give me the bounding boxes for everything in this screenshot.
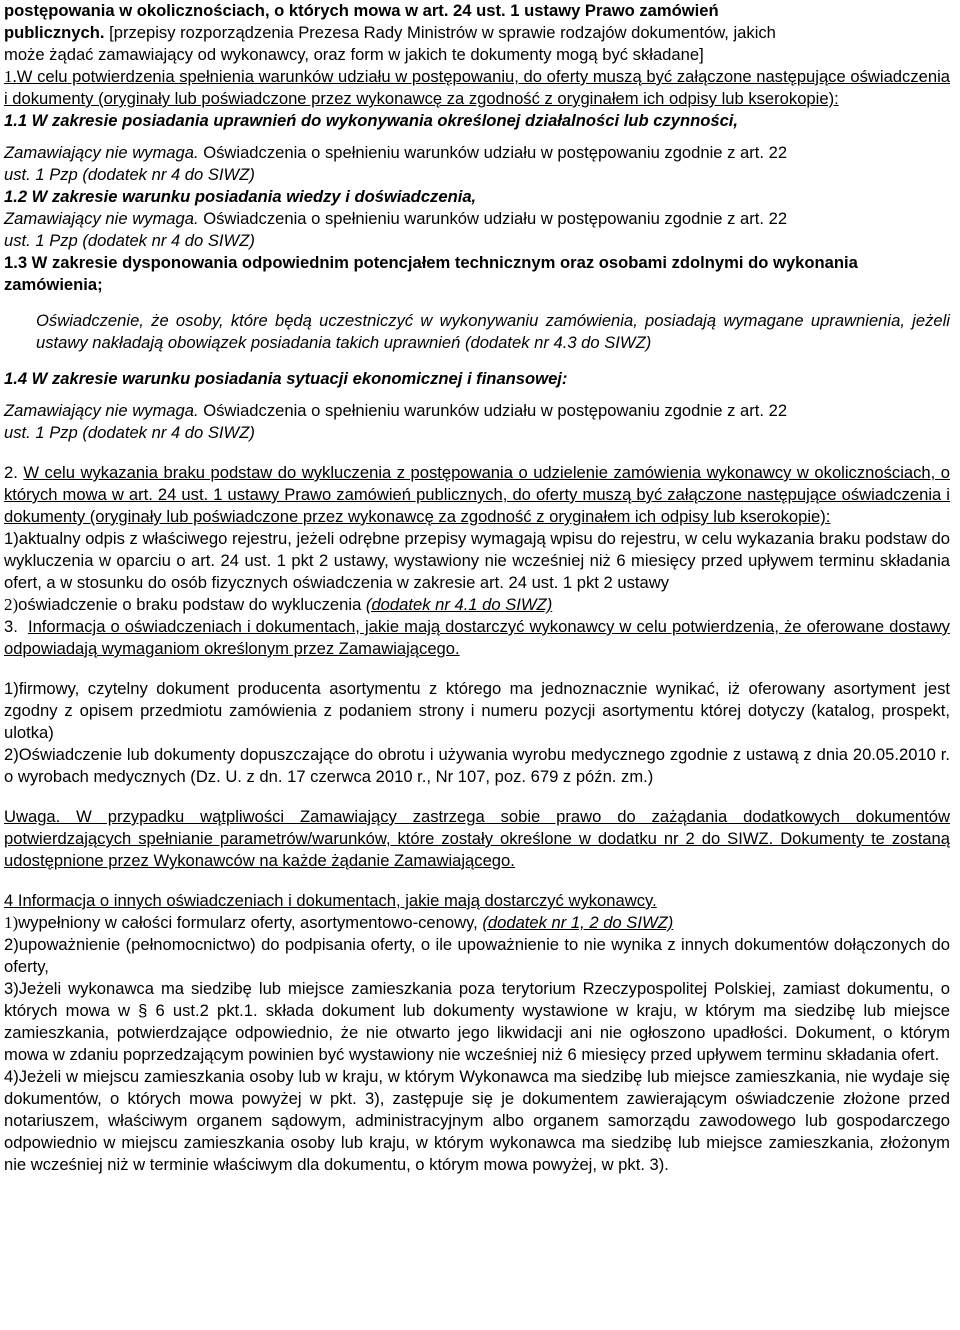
section-4-item-4: 4)Jeżeli w miejscu zamieszkania osoby lub w kraju, w którym Wykonawca ma siedzibę lub miejsce zamieszkania, nie wydaje się dokumentów, o których mowa powyżej w pkt. 3), zastępuje się je dokumentem zawierającym oświadczenie złożone przed notariuszem, właściwym organem sądowym, administracyjnym albo organem samorządu zawodowego lub gospodarczego odpowiednio w miejscu zamieszkania osoby lub kraju, w którym wykonawca ma siedzibę lub miejsce zamieszkania, złożonym nie wcześniej niż w terminie właściwym dla dokumentu, o którym mowa powyżej, w pkt. 3).: [4, 1067, 950, 1174]
statement-text: Oświadczenia o spełnieniu warunków udziału w postępowaniu zgodnie z art. 22: [198, 209, 788, 228]
section-1-4-title: 1.4 W zakresie warunku posiadania sytuacji ekonomicznej i finansowej:: [4, 369, 568, 388]
not-required-note: Zamawiający nie wymaga.: [4, 143, 199, 162]
regulation-reference-end: może żądać zamawiający od wykonawcy, oraz form w jakich te dokumenty mogą być składane]: [4, 45, 704, 64]
section-3-item-2: 2)Oświadczenie lub dokumenty dopuszczające do obrotu i używania wyrobu medycznego zgodnie z ustawą z dnia 20.05.2010 r. o wyrobach medycznych (Dz. U. z dn. 17 czerwca 2010 r., Nr 107, poz. 679 z późn. zm.): [4, 745, 950, 786]
item-number: 2): [4, 595, 19, 614]
section-1-4-body: [4, 400, 950, 444]
section-4-number: 4: [4, 891, 14, 910]
section-3-intro: [4, 616, 950, 660]
section-3-item-1: 1)firmowy, czytelny dokument producenta asortymentu z którego ma jednoznacznie wynikać, iż oferowany asortyment jest zgodny z opisem przedmiotu zamówienia z podaniem strony i numeru pozycji asortymentu której dotyczy (katalog, prospekt, ulotka): [4, 679, 950, 742]
not-required-note: Zamawiający nie wymaga.: [4, 209, 199, 228]
section-4-text: Informacja o innych oświadczeniach i dokumentach, jakie mają dostarczyć wykonawcy.: [13, 891, 657, 910]
regulation-reference: [przepisy rozporządzenia Prezesa Rady Ministrów w sprawie rodzajów dokumentów, jakich: [104, 23, 776, 42]
section-1-2-title: 1.2 W zakresie warunku posiadania wiedzy i doświadczenia,: [4, 187, 477, 206]
section-4-item-1: [4, 912, 950, 934]
section-2-intro: [4, 462, 950, 528]
section-2-item-1: 1)aktualny odpis z właściwego rejestru, jeżeli odrębne przepisy wymagają wpisu do rejestru, w celu wykazania braku podstaw do wykluczenia w oparciu o art. 24 ust. 1 pkt 2 ustawy, wystawiony nie wcześniej niż 6 miesięcy przed upływem terminu składania ofert, a w stosunku do osób fizycznych oświadczenia w zakresie art. 24 ust. 1 pkt 2 ustawy: [4, 529, 950, 592]
statement-reference: ust. 1 Pzp (dodatek nr 4 do SIWZ): [4, 423, 255, 442]
section-3-number: 3.: [4, 617, 18, 636]
section-4-item-2: 2)upoważnienie (pełnomocnictwo) do podpisania oferty, o ile upoważnienie to nie wynika z innych dokumentów dołączonych do oferty,: [4, 935, 950, 976]
section-1-2-body: [4, 208, 950, 252]
statement-text: Oświadczenia o spełnieniu warunków udziału w postępowaniu zgodnie z art. 22: [198, 401, 788, 420]
statement-text: Oświadczenia o spełnieniu warunków udziału w postępowaniu zgodnie z art. 22: [198, 143, 788, 162]
item-number: 1): [4, 913, 19, 932]
item-text: oświadczenie o braku podstaw do wykluczenia: [18, 595, 366, 614]
statement-reference: ust. 1 Pzp (dodatek nr 4 do SIWZ): [4, 165, 255, 184]
section-1-1-title: 1.1 W zakresie posiadania uprawnień do wykonywania określonej działalności lub czynności,: [4, 111, 739, 130]
note-paragraph: [4, 806, 950, 872]
note-text: W przypadku wątpliwości Zamawiający zastrzega sobie prawo do zażądania dodatkowych dokumentów potwierdzających spełnianie parametrów/warunków, które zostały określone w dodatku nr 2 do SIWZ. Dokumenty te zostaną udostępnione przez Wykonawców na każde żądanie Zamawiającego.: [4, 807, 950, 870]
item-text: wypełniony w całości formularz oferty, asortymentowo-cenowy,: [18, 913, 483, 932]
section-1-text: W celu potwierdzenia spełnienia warunków udziału w postępowaniu, do oferty muszą być załączone następujące oświadczenia i dokumenty (oryginały lub poświadczone przez wykonawcę za zgodność z oryginałem ich odpisy lub kserokopie):: [4, 67, 950, 108]
section-3-text: Informacja o oświadczeniach i dokumentach, jakie mają dostarczyć wykonawcy w celu potwierdzenia, że oferowane dostawy odpowiadają wymaganiom określonym przez Zamawiającego.: [4, 617, 950, 658]
section-2-item-2: [4, 594, 950, 616]
section-1-3-title: 1.3 W zakresie dysponowania odpowiednim potencjałem technicznym oraz osobami zdolnymi do wykonania zamówienia;: [4, 253, 858, 294]
section-1-1-body: [4, 142, 950, 186]
heading-continuation-line1: postępowania w okolicznościach, o których mowa w art. 24 ust. 1 ustawy Prawo zamówień: [4, 1, 719, 20]
heading-continuation-line2: [4, 22, 950, 44]
section-4-intro: [4, 890, 950, 912]
statement-reference: ust. 1 Pzp (dodatek nr 4 do SIWZ): [4, 231, 255, 250]
section-2-text: W celu wykazania braku podstaw do wykluczenia z postępowania o udzielenie zamówienia wykonawcy w okolicznościach, o których mowa w art. 24 ust. 1 ustawy Prawo zamówień publicznych, do oferty muszą być załączone następujące oświadczenia i dokumenty (oryginały lub poświadczone przez wykonawcę za zgodność z oryginałem ich odpisy lub kserokopie):: [4, 463, 950, 526]
appendix-reference: (dodatek nr 1, 2 do SIWZ): [482, 913, 674, 932]
heading-bold-word: publicznych.: [4, 23, 105, 42]
section-1-3-body: Oświadczenie, że osoby, które będą uczestniczyć w wykonywaniu zamówienia, posiadają wymagane uprawnienia, jeżeli ustawy nakładają obowiązek posiadania takich uprawnień (dodatek nr 4.3 do SIWZ): [36, 311, 950, 352]
section-1-intro: [4, 66, 950, 110]
section-2-number: 2.: [4, 463, 18, 482]
note-label: Uwaga.: [4, 807, 61, 826]
not-required-note: Zamawiający nie wymaga.: [4, 401, 199, 420]
appendix-reference: (dodatek nr 4.1 do SIWZ): [365, 595, 553, 614]
section-1-number: 1.: [4, 67, 17, 86]
section-4-item-3: 3)Jeżeli wykonawca ma siedzibę lub miejsce zamieszkania poza terytorium Rzeczypospolitej Polskiej, zamiast dokumentu, o których mowa w § 6 ust.2 pkt.1. składa dokument lub dokumenty wystawione w kraju, w którym ma siedzibę lub miejsce zamieszkania, potwierdzające odpowiednio, że nie otwarto jego likwidacji ani nie ogłoszono upadłości. Dokument, o którym mowa w zdaniu poprzedzającym powinien być wystawiony nie wcześniej niż 6 miesięcy przed upływem terminu składania ofert.: [4, 979, 950, 1064]
